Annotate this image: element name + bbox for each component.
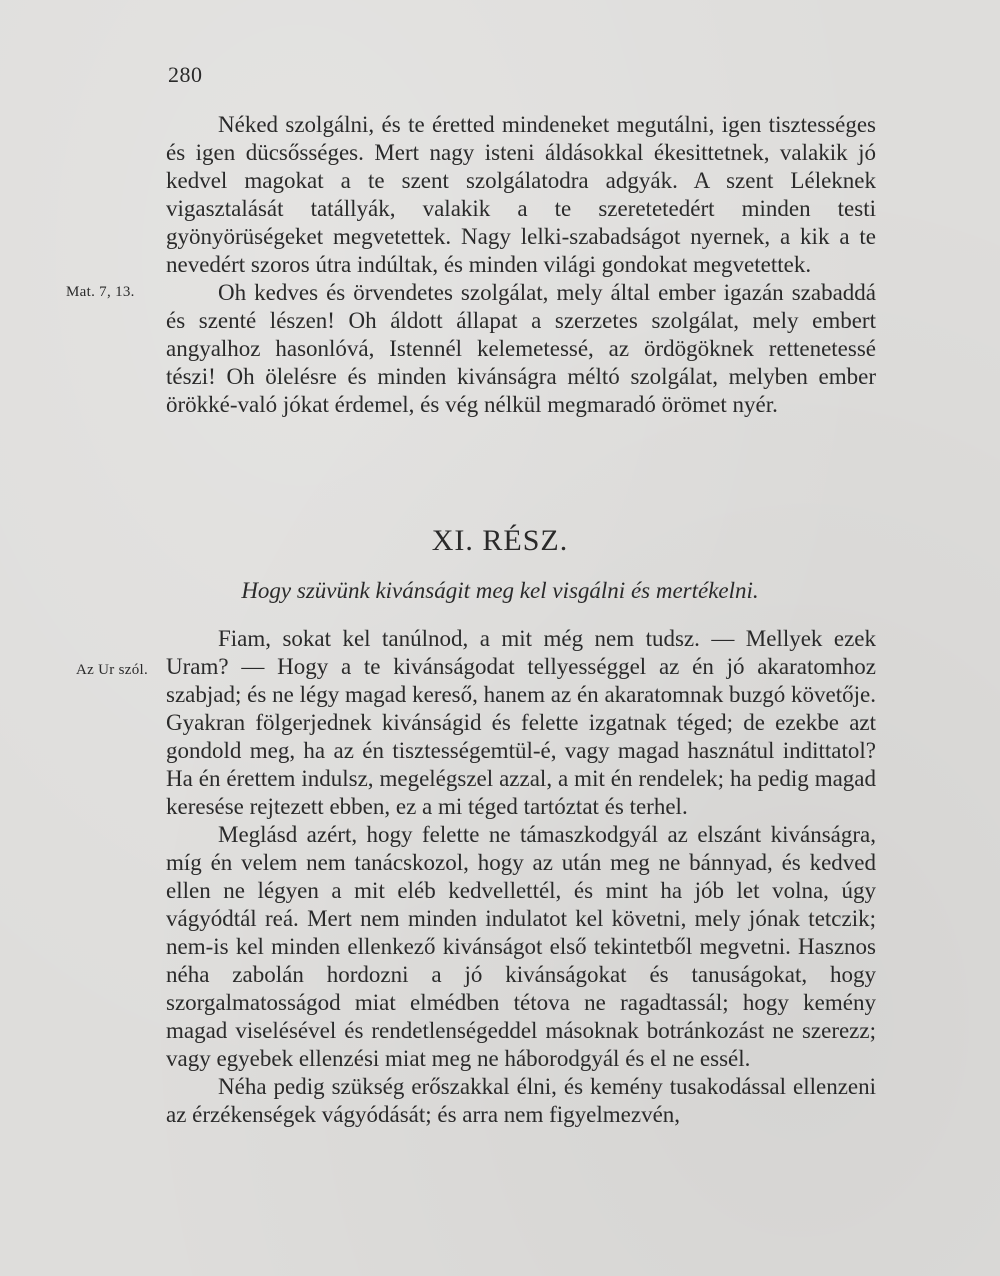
paragraph: Néha pedig szükség erőszakkal élni, és kemény tusakodással ellenzeni az érzékenségek vágyódását; és arra nem figyelmezvén, [166, 1074, 876, 1127]
paragraph: Meglásd azért, hogy felette ne támaszkodgyál az elszánt kivánságra, míg én velem nem tanácskozol, hogy az után meg ne bánnyad, és kedved ellen ne légyen a mit eléb kedvellettél, és mint ha jób let volna, úgy vágyódtál reá. Mert nem minden indulatot kel követni, mely jónak tetczik; nem-is kel minden ellenkező kivánságot első tekintetből megvetni. Hasznos néha zabolán hordozni a jó kivánságokat és tanuságokat, hogy szorgalmatosságod miat elmédben tétova ne ragadtassál; hogy kemény magad viselésével és rendetlenségeddel másoknak botránkozást ne szerezz; vagy egyebek ellenzési miat meg ne háborodgyál és el ne essél. [166, 822, 876, 1071]
paragraph: Fiam, sokat kel tanúlnod, a mit még nem tudsz. — Mellyek ezek Uram? — Hogy a te kivánságodat tellyességgel az én jó akaratomhoz szabjad; és ne légy magad kereső, hanem az én akaratomnak buzgó követője. Gyakran fölgerjednek kivánságid és felette izgatnak téged; de ezekbe azt gondold meg, ha az én tisztességemtül-é, vagy magad hasznátul indittatol? Ha én érettem indulsz, megelégszel azzal, a mit én rendelek; ha pedig magad keresése rejtezett ebben, ez a mi téged tartóztat és terhel. [166, 626, 876, 819]
margin-note-speaker: Az Ur szól. [76, 662, 149, 678]
chapter-title: XI. RÉSZ. [431, 524, 569, 557]
margin-note-reference: Mat. 7, 13. [66, 284, 135, 300]
chapter-subtitle: Hogy szüvünk kivánságit meg kel visgálni és mertékelni. [241, 578, 759, 603]
section-2-text [166, 625, 876, 1129]
paragraph: Néked szolgálni, és te éretted mindeneket megutálni, igen tisztességes és igen dücsősséges. Mert nagy isteni áldásokkal ékesittetnek, valakik jó kedvel magokat a te szent szolgálatodra adgyák. A szent Léleknek vigasztalását tatállyák, valakik a te szeretetedért minden testi gyönyörüségeket megvetettek. Nagy lelki-szabadságot nyernek, a kik a te nevedért szoros útra indúltak, és minden világi gondokat megvetettek. [166, 112, 876, 277]
paragraph: Oh kedves és örvendetes szolgálat, mely által ember igazán szabaddá és szenté lészen! Oh áldott állapat a szerzetes szolgálat, mely embert angyalhoz hasonlóvá, Istennél kelemetessé, az ördögöknek rettenetessé tészi! Oh ölelésre és minden kivánságra méltó szolgálat, melyben ember örökké-való jókat érdemel, és vég nélkül megmaradó örömet nyér. [166, 280, 876, 417]
section-1-text [166, 111, 876, 419]
page-number: 280 [168, 62, 203, 87]
